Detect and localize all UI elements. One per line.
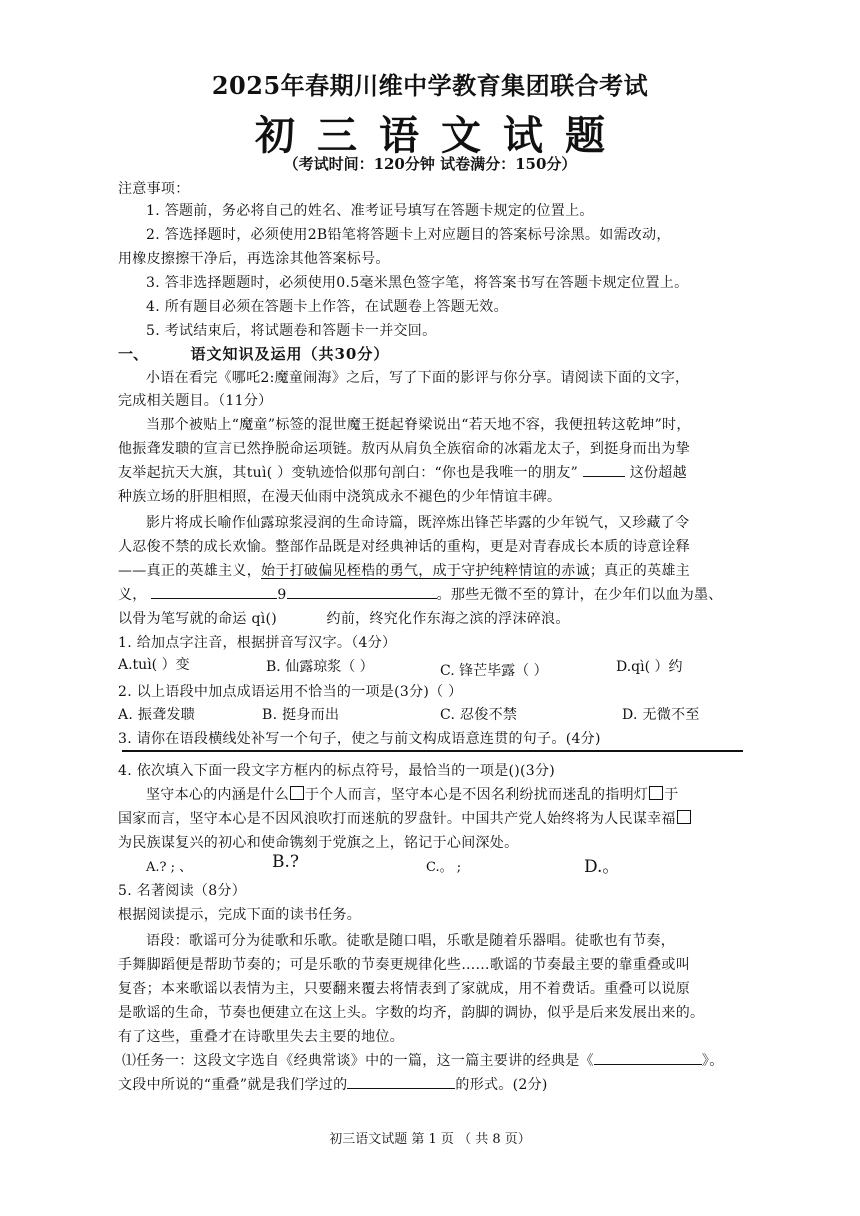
option-d: D. 无微不至 (622, 707, 700, 723)
task-text: ⑴任务一：这段文字选自《经典常谈》中的一篇，这一篇主要讲的经典是《 (122, 1053, 594, 1069)
passage-line: 有了这些，重叠才在诗歌里失去主要的地位。 (118, 1029, 404, 1045)
exam-name: 2025年春期川维中学教育集团联合考试 (211, 71, 649, 100)
notice-item: 4. 所有题目必须在答题卡上作答，在试题卷上答题无效。 (146, 299, 508, 315)
underlined-sentence: 始于打破偏见桎梏的勇气，成于守护纯粹情谊的赤诚 (261, 563, 590, 579)
punctuation-box (677, 810, 691, 824)
notice-item: 3. 答非选择题题时，必须使用0.5毫米黑色签字笔，将答案书写在答题卡规定位置上。 (146, 275, 689, 291)
page-footer: 初三语文试题 第 1 页 （ 共 8 页） (329, 1132, 531, 1147)
passage-line: 是歌谣的生命，节奏也便建立在这上头。字数的均齐，韵脚的调协，似乎是后来发展出来的。 (118, 1005, 705, 1021)
option-c: C. 忍俊不禁 (440, 707, 518, 723)
answer-blank (594, 1050, 702, 1065)
passage-line (146, 784, 679, 804)
passage-text: ；真正的英雄主 (589, 563, 691, 579)
passage-text: 这份超越 (629, 465, 687, 481)
passage-line: 语段：歌谣可分为徒歌和乐歌。徒歌是随口唱，乐歌是随着乐器唱。徒歌也有节奏， (146, 933, 676, 949)
passage-line: 手舞脚蹈便是帮助节奏的；可是乐歌的节奏更规律化些……歌谣的节奏最主要的靠重叠或叫 (118, 957, 690, 973)
question-stem: 2. 以上语段中加点成语运用不恰当的一项是(3分)（ ） (118, 684, 463, 700)
passage-text: 于 (664, 787, 679, 803)
passage-text: 。那些无微不至的算计，在少年们以血为墨、 (436, 587, 723, 603)
answer-blank (151, 584, 277, 599)
task-text: 》。 (701, 1053, 724, 1069)
intro-line: 小语在看完《哪吒2:魔童闹海》之后，写了下面的影评与你分享。请阅读下面的文字， (146, 370, 690, 386)
option-c: C.。 ; (426, 860, 462, 875)
passage-line: 他振聋发聩的宣言已然挣脱命运项链。敖丙从肩负全族宿命的冰霜龙太子，到挺身而出为挚 (118, 441, 690, 457)
notice-item: 1. 答题前，务必将自己的姓名、准考证号填写在答题卡规定的位置上。 (146, 203, 594, 219)
option-b: B.? (272, 852, 300, 872)
passage-text: 国家而言，坚守本心是不因风浪吹打而迷航的罗盘针。中国共产党人始终将为人民谋幸福 (118, 811, 676, 827)
option-d: D.qì( ）约 (616, 659, 683, 675)
notice-item: 2. 答选择题时，必须使用2B铅笔将答题卡上对应题目的答案标号涂黑。如需改动， (146, 227, 671, 243)
passage-line: 人忍俊不禁的成长欢愉。整部作品既是对经典神话的重构，更是对青春成长本质的诗意诠释 (118, 539, 690, 555)
intro-line: 完成相关题目。（11分） (118, 393, 273, 409)
task-line (118, 1074, 548, 1094)
passage-text: 义， (118, 587, 147, 603)
question-stem: 4. 依次填入下面一段文字方框内的标点符号，最恰当的一项是()(3分) (118, 763, 556, 779)
passage-text: 友举起抗天大旗，其tuì( ）变轨迹恰似那句剖白：“你也是我唯一的朋友” (118, 465, 579, 481)
punctuation-box (649, 786, 663, 800)
task-text: 的形式。(2分) (455, 1077, 548, 1093)
notice-heading: 注意事项： (118, 181, 190, 197)
punctuation-box (290, 786, 304, 800)
notice-item: 5. 考试结束后，将试题卷和答题卡一并交回。 (146, 323, 437, 339)
passage-text: 约前，终究化作东海之滨的浮沫碎浪。 (326, 611, 570, 627)
task-text: 文段中所说的“重叠”就是我们学过的 (118, 1077, 348, 1093)
passage-line (118, 462, 687, 482)
passage-line: 种族立场的肝胆相照，在漫天仙雨中浇筑成永不褪色的少年情谊丰碑。 (118, 489, 562, 505)
passage-text: 以骨为笔写就的命运 qì() (118, 611, 278, 627)
answer-blank (583, 462, 625, 477)
answer-blank (287, 584, 437, 599)
option-b: B. 仙露琼浆（ ） (266, 659, 374, 675)
option-a: A. 振聋发聩 (118, 707, 196, 723)
option-b: B. 挺身而出 (262, 707, 340, 723)
passage-line (118, 808, 692, 828)
answer-blank (347, 1074, 455, 1089)
option-c: C. 锋芒毕露（ ） (440, 663, 548, 679)
instruction: 根据阅读提示，完成下面的读书任务。 (118, 907, 362, 923)
passage-line: 为民族谋复兴的初心和使命镌刻于党旗之上，铭记于心间深处。 (118, 835, 519, 851)
exam-time-info: （考试时间：120分钟 试卷满分：150分） (283, 155, 577, 173)
section-heading (118, 343, 389, 364)
passage-line (118, 560, 690, 580)
passage-line (118, 584, 723, 604)
question-stem: 5. 名著阅读（8分） (118, 883, 247, 899)
passage-line: 复沓；本来歌谣以表情为主，只要翻来覆去将情表到了家就成，用不着费话。重叠可以说原 (118, 981, 690, 997)
passage-text: 坚守本心的内涵是什么 (146, 787, 289, 803)
passage-text: 于个人而言，坚守本心是不因名利纷扰而迷乱的指明灯 (305, 787, 649, 803)
question-stem: 1. 给加点字注音，根据拼音写汉字。（4分） (118, 635, 397, 651)
passage-line: 当那个被贴上“魔童”标签的混世魔王挺起脊梁说出“若天地不容，我便扭转这乾坤”时， (146, 417, 691, 433)
passage-line (118, 608, 570, 628)
notice-item: 用橡皮擦擦干净后，再选涂其他答案标号。 (118, 251, 390, 267)
option-d: D.。 (584, 857, 620, 877)
passage-text: 9 (277, 587, 287, 603)
task-line (122, 1050, 724, 1070)
page-title: 初三语文试题 (255, 112, 627, 159)
passage-line: 影片将成长喻作仙露琼浆浸润的生命诗篇，既淬炼出锋芒毕露的少年锐气，又珍藏了令 (146, 515, 690, 531)
section-number: 一、 (118, 345, 149, 363)
question-stem: 3. 请你在语段横线处补写一个句子，使之与前文构成语意连贯的句子。(4分) (118, 731, 601, 747)
option-a: A.? ; 、 (146, 860, 193, 875)
passage-text: ——真正的英雄主义， (118, 563, 261, 579)
option-a: A.tuì( ）变 (118, 657, 190, 673)
answer-line (122, 750, 743, 752)
section-title: 语文知识及运用（共30分） (190, 345, 390, 363)
